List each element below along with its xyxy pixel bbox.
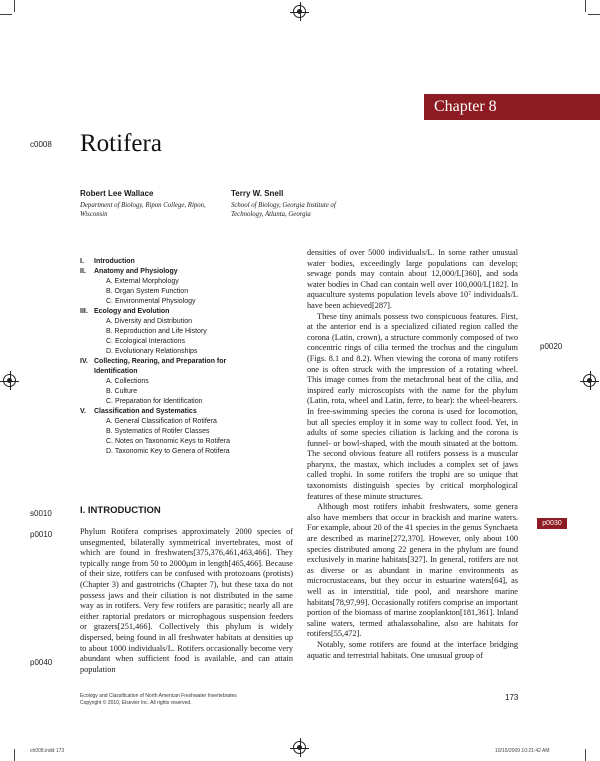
outline-section: III. Ecology and Evolution — [80, 308, 170, 315]
paragraph: These tiny animals possess two conspicuous features. First, at the anterior end is a specialized ciliated region called the corona (Latin, crown), a structure commonly composed of two concentric rings of cilia termed the trochus and the cingulum (Figs. 8.1 and 8.2). When viewing the corona of many rotifers one is often struck with the impression of a rotating wheel. This image comes from the metachronal beat of the cilia, and inspired early microscopists with the name for the phylum (Latin, rota, wheel and Latin, ferre, to bear): the wheel-bearers. In free-swimming species the corona is used for locomotion, but all species employ it in some way to collect food. Yet, in adults of some species ciliation is lacking and the corona is funnel- or bowl-shaped, with the mouth situated at the bottom. The second obvious feature all rotifers possess is a muscular pharynx, the mastax, which includes a complex set of jaws called trophi. In some rotifers the trophi are so unique that taxonomists distinguish species by critical morphological features of these minute structures. — [307, 311, 518, 501]
author-block-2 — [231, 189, 361, 219]
outline-section: V. Classification and Systematics — [80, 408, 197, 415]
paragraph: Phylum Rotifera comprises approximately 2000 species of unsegmented, bilaterally symmetrical invertebrates, most of which are found in freshwaters[375,376,461,463,466]. They typically range from 50 to 2000μm in length[465,466]. Because of their size, rotifers can be confused with protozoans (protists) (Chapter 3) and gastrotrichs (Chapter 7), but these taxa do not possess jaws and their ciliation is not distributed in the same way as in rotifers. Very few rotifers are parasitic; nearly all are either raptorial predators or microphagous suspension feeders or grazers[251,466]. Collectively this phylum is widely dispersed, being found in all freshwater habitats at densities up to about 1000 individuals/L. Rotifers occasionally become very abundant when sufficient food is available, and can attain population — [80, 527, 293, 674]
slug-timestamp: 10/15/2009 10:21:42 AM — [495, 748, 550, 754]
margin-tag-s0010: s0010 — [30, 509, 52, 518]
paragraph: Although most rotifers inhabit freshwaters, some genera also have members that occur in brackish and marine waters. For example, about 20 of the 41 species in the genus Synchaeta are described as marine[272,370]. However, only about 100 species distributed among 22 genera in the phylum are found exclusively in marine habitats[327]. In general, rotifers are not as diverse or as abundant in marine environments as microcrustaceans, but they occur in estuarine waters[64], as well as in interstitial, tide pool, and nearshore marine habitats[78,97,99]. Occasionally rotifers comprise an important portion of the biomass of marine zooplankton[181,361]. Inland saline waters, termed athalassohaline, also are habitats for rotifers[55,472]. — [307, 502, 518, 639]
outline-item: B. Reproduction and Life History — [106, 328, 207, 335]
outline-section: I. Introduction — [80, 258, 135, 265]
margin-tag-p0030: p0030 — [537, 518, 567, 529]
body-column-right — [307, 248, 518, 661]
registration-mark-bottom-icon — [293, 741, 306, 754]
registration-mark-top-icon — [293, 5, 306, 18]
outline-section: IV. Collecting, Rearing, and Preparation for Identification — [80, 358, 227, 375]
outline-item: A. Diversity and Distribution — [106, 318, 192, 325]
copyright: Copyright © 2010, Elsevier Inc. All rights reserved. — [80, 700, 192, 706]
chapter-tab: Chapter 8 — [424, 94, 600, 120]
author-affiliation: School of Biology, Georgia Institute of Technology, Atlanta, Georgia — [231, 202, 336, 218]
book-title: Ecology and Classification of North American Freshwater Invertebrates — [80, 693, 237, 699]
crop-mark-br-icon — [585, 749, 586, 761]
chapter-title: Rotifera — [80, 130, 162, 157]
outline-item: C. Notes on Taxonomic Keys to Rotifera — [106, 438, 230, 445]
outline-item: A. External Morphology — [106, 278, 179, 285]
chapter-id-tag: c0008 — [30, 140, 52, 149]
paragraph: densities of over 5000 individuals/L. In some rather unusual water bodies, exceedingly large populations can develop; sewage ponds may contain about 12,000/L[360], and soda water bodies in Chad can contain well over 100,000/L[182]. In aquaculture systems population levels above 10⁷ individuals/L have been achieved[287]. — [307, 248, 518, 310]
margin-tag-p0020: p0020 — [540, 342, 563, 351]
margin-tag-p0040: p0040 — [30, 658, 53, 667]
page-number: 173 — [505, 693, 519, 702]
outline-item: B. Systematics of Rotifer Classes — [106, 428, 210, 435]
author-affiliation: Department of Biology, Ripon College, Ripon, Wisconsin — [80, 202, 206, 218]
crop-mark-bl-icon — [14, 749, 15, 761]
chapter-outline — [80, 257, 290, 457]
crop-mark-tl2-icon — [0, 14, 12, 15]
outline-item: C. Preparation for Identification — [106, 398, 203, 405]
outline-item: B. Organ System Function — [106, 288, 189, 295]
section-heading: I. INTRODUCTION — [80, 505, 161, 516]
crop-mark-tr-icon — [585, 0, 586, 12]
crop-mark-tr2-icon — [588, 14, 600, 15]
page-footer — [80, 693, 237, 707]
paragraph: Notably, some rotifers are found at the interface bridging aquatic and terrestrial habitats. One unusual group of — [307, 639, 518, 660]
author-block-1 — [80, 189, 210, 219]
outline-item: A. General Classification of Rotifera — [106, 418, 217, 425]
slug-file: ch008.indd 173 — [30, 748, 65, 754]
outline-item: D. Evolutionary Relationships — [106, 348, 198, 355]
outline-item: B. Culture — [106, 388, 138, 395]
registration-mark-left-icon — [3, 374, 16, 387]
body-column-left — [80, 527, 293, 675]
outline-item: C. Environmental Physiology — [106, 298, 196, 305]
outline-item: D. Taxonomic Key to Genera of Rotifera — [106, 448, 230, 455]
outline-section: II. Anatomy and Physiology — [80, 268, 178, 275]
registration-mark-right-icon — [583, 374, 596, 387]
author-name: Terry W. Snell — [231, 189, 284, 198]
crop-mark-tl-icon — [14, 0, 15, 12]
outline-item: C. Ecological Interactions — [106, 338, 185, 345]
outline-item: A. Collections — [106, 378, 149, 385]
author-name: Robert Lee Wallace — [80, 189, 154, 198]
margin-tag-p0010: p0010 — [30, 530, 53, 539]
